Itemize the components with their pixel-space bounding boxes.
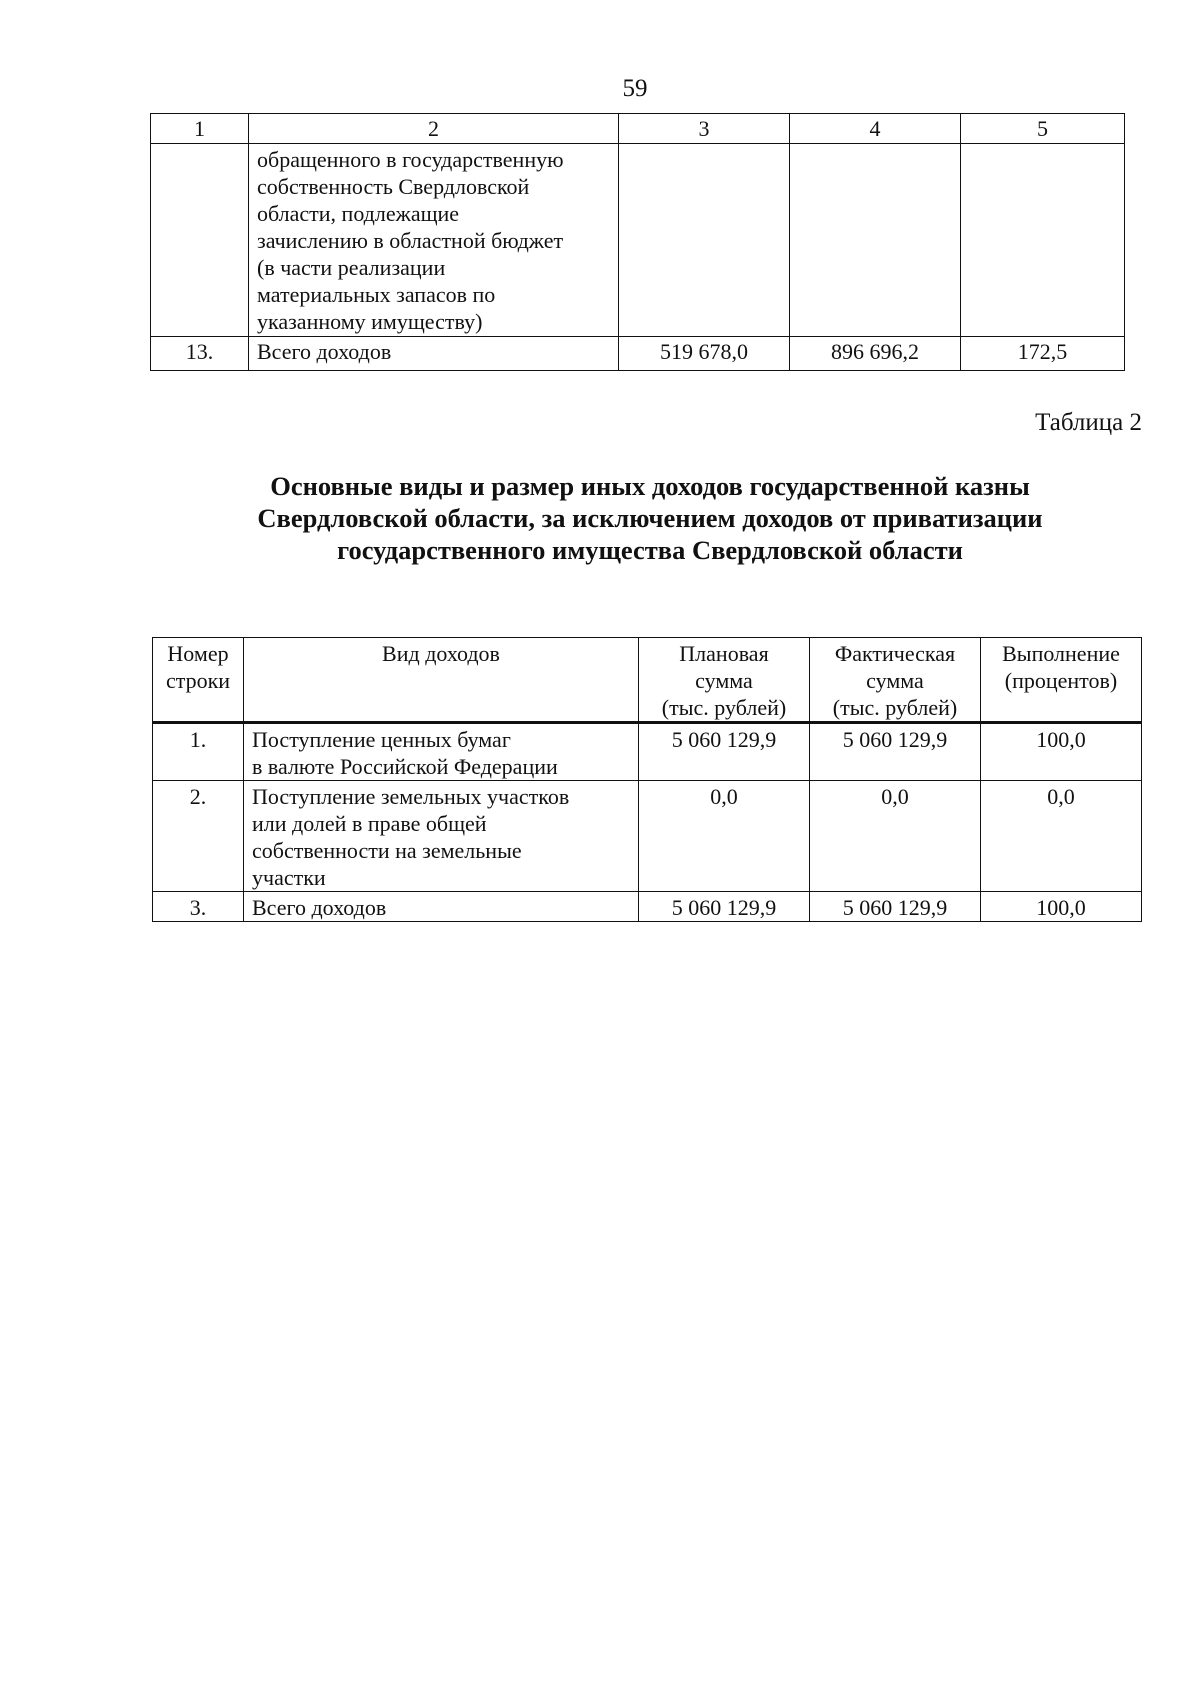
total-row xyxy=(151,337,1125,371)
table-header xyxy=(153,638,1142,723)
header-fact xyxy=(810,638,981,723)
header-line: Фактическая xyxy=(834,641,956,666)
header-percent xyxy=(981,638,1142,723)
table-row xyxy=(153,723,1142,781)
fact-cell: 896 696,2 xyxy=(790,337,961,371)
percent-cell: 100,0 xyxy=(981,892,1142,922)
text-line: зачислению в областной бюджет xyxy=(257,228,564,253)
text-line: (в части реализации xyxy=(257,255,446,280)
income-type-cell xyxy=(249,144,619,337)
table-row xyxy=(153,781,1142,892)
column-number: 1 xyxy=(151,114,249,144)
column-number: 3 xyxy=(619,114,790,144)
column-number: 4 xyxy=(790,114,961,144)
row-number-cell: 3. xyxy=(153,892,244,922)
title-line: Свердловской области, за исключением доходов от приватизации xyxy=(257,503,1043,533)
text-line: участки xyxy=(252,865,326,890)
text-line: указанному имуществу) xyxy=(257,309,483,334)
header-income-type xyxy=(244,638,639,723)
row-number-cell xyxy=(151,144,249,337)
text-line: области, подлежащие xyxy=(257,201,460,226)
other-income-table xyxy=(152,637,1142,922)
header-line: (тыс. рублей) xyxy=(661,695,787,720)
row-number-cell: 2. xyxy=(153,781,244,892)
table-row xyxy=(151,144,1125,337)
income-type-cell xyxy=(244,892,639,922)
percent-cell: 100,0 xyxy=(981,723,1142,781)
header-line: Плановая xyxy=(679,641,769,666)
total-row xyxy=(153,892,1142,922)
plan-cell: 0,0 xyxy=(639,781,810,892)
column-number-row xyxy=(151,114,1125,144)
text-line: собственности на земельные xyxy=(252,838,522,863)
header-line: (процентов) xyxy=(1004,668,1118,693)
fact-cell xyxy=(790,144,961,337)
header-line: Вид доходов xyxy=(382,641,500,666)
plan-cell: 5 060 129,9 xyxy=(639,723,810,781)
table-title xyxy=(150,470,1150,566)
header-line: (тыс. рублей) xyxy=(832,695,958,720)
header-line: сумма xyxy=(866,668,924,693)
income-table-continuation xyxy=(150,113,1125,371)
percent-cell xyxy=(961,144,1125,337)
title-line: государственного имущества Свердловской области xyxy=(337,535,963,565)
text-line: в валюте Российской Федерации xyxy=(252,754,558,779)
text-line: или долей в праве общей xyxy=(252,811,487,836)
text-line: собственность Свердловской xyxy=(257,174,530,199)
title-line: Основные виды и размер иных доходов государственной казны xyxy=(270,471,1030,501)
page-number: 59 xyxy=(622,75,648,102)
table-label: Таблица 2 xyxy=(1035,409,1142,436)
plan-cell xyxy=(619,144,790,337)
header-line: Выполнение xyxy=(1002,641,1120,666)
text-line: материальных запасов по xyxy=(257,282,496,307)
income-type-cell: Всего доходов xyxy=(249,337,619,371)
column-number: 2 xyxy=(249,114,619,144)
header-plan xyxy=(639,638,810,723)
plan-cell: 519 678,0 xyxy=(619,337,790,371)
fact-cell: 5 060 129,9 xyxy=(810,892,981,922)
text-line: обращенного в государственную xyxy=(257,147,564,172)
text-line: Поступление земельных участков xyxy=(252,784,570,809)
text-line: Всего доходов xyxy=(252,895,387,920)
header-line: строки xyxy=(165,668,231,693)
row-number-cell: 1. xyxy=(153,723,244,781)
fact-cell: 5 060 129,9 xyxy=(810,723,981,781)
row-number-cell: 13. xyxy=(151,337,249,371)
plan-cell: 5 060 129,9 xyxy=(639,892,810,922)
fact-cell: 0,0 xyxy=(810,781,981,892)
column-number: 5 xyxy=(961,114,1125,144)
percent-cell: 0,0 xyxy=(981,781,1142,892)
header-line: сумма xyxy=(695,668,753,693)
income-type-cell xyxy=(244,781,639,892)
percent-cell: 172,5 xyxy=(961,337,1125,371)
text-line: Поступление ценных бумаг xyxy=(252,727,511,752)
header-line: Номер xyxy=(167,641,229,666)
income-type-cell xyxy=(244,723,639,781)
header-row-number xyxy=(153,638,244,723)
